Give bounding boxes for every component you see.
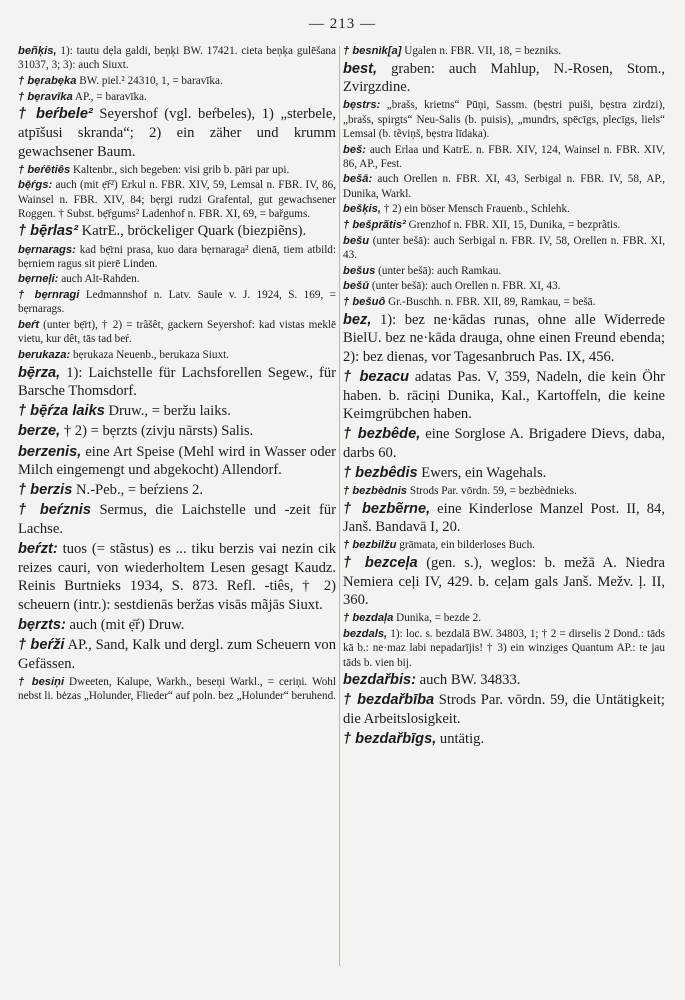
- entry-text: 1): bez ne·kādas runas, ohne alle Widerrede BielU. bez ne·kāda drauga, ohne einen Freund ebenda; 2): bez dienas, vor Tagesanbruch Pas. IX, 456.: [343, 311, 665, 365]
- dictionary-entry: [343, 264, 665, 278]
- entry-headword: † besiņi: [18, 675, 65, 688]
- left-column: [18, 44, 336, 705]
- dictionary-entry: [343, 295, 665, 309]
- entry-headword: † bezbèdnis: [343, 485, 408, 498]
- dictionary-entry: [18, 105, 336, 161]
- entry-text: KatrE., bröckeliger Quark (biezpiẽns).: [78, 223, 307, 240]
- dictionary-entry: [18, 288, 336, 316]
- entry-text: eine Art Speise (Mehl wird in Wasser oder Milch eingemengt und abgekocht) Allendorf.: [18, 443, 336, 479]
- entry-text: † 2) ein böser Mensch Frauenb., Schlehk.: [380, 203, 570, 216]
- entry-text: (unter bešā): auch Serbigal n. FBR. IV, 58, Orellen n. FBR. XI, 43.: [343, 234, 665, 261]
- dictionary-entry: [18, 90, 336, 104]
- dictionary-entry: [18, 501, 336, 538]
- dictionary-entry: [18, 402, 336, 421]
- dictionary-entry: [343, 425, 665, 462]
- dictionary-entry: [343, 311, 665, 367]
- entry-headword: bešus: [343, 264, 376, 277]
- entry-headword: bezdařbis:: [343, 672, 416, 689]
- entry-text: Seyershof (vgl. beŕbeles), 1) „sterbele, atpīšusi skranda“; 2) ein zäher und krumm gewachsener Baum.: [18, 106, 336, 160]
- entry-headword: bešū: [343, 280, 370, 293]
- entry-text: (unter bešā): auch Ramkau.: [375, 264, 502, 277]
- entry-headword: † bezdařbīgs,: [343, 731, 437, 748]
- entry-text: auch Alt-Rahden.: [58, 273, 140, 286]
- entry-text: Ewers, ein Wagehals.: [417, 464, 547, 481]
- entry-text: auch (mit ẹ̄ŕ) Druw.: [65, 616, 185, 633]
- dictionary-entry: [18, 243, 336, 271]
- entry-headword: beŕzt:: [18, 540, 58, 557]
- entry-text: Strods Par. vōrdn. 59, die Untätigkeit; die Arbeitslosigkeit.: [343, 692, 665, 727]
- entry-text: graben: auch Mahlup, N.-Rosen, Stom., Zvirgzdine.: [343, 60, 665, 96]
- dictionary-entry: [18, 348, 336, 362]
- entry-text: tuos (= stãstus) es ... tiku berzis vai nezin cik reizes cauri, von wiederholtem Lesen gesagt Kaudz. Reinis Burtnieks 1934, S. 873. Refl. -tiês, † 2) scheuern (intr.): sestdienās beržas visās mãjās Siuxt.: [18, 540, 336, 613]
- entry-text: untätig.: [436, 731, 485, 748]
- dictionary-entry: [18, 636, 336, 673]
- entry-text: auch BW. 34833.: [415, 672, 521, 689]
- entry-text: Sermus, die Laichstelle und -zeit für Lachse.: [18, 502, 337, 537]
- entry-headword: bez,: [343, 311, 372, 328]
- entry-headword: best,: [343, 60, 378, 77]
- entry-headword: † bẹrnragi: [18, 289, 80, 302]
- entry-headword: † bešuô: [343, 296, 386, 309]
- entry-headword: bẹ̄rza,: [18, 364, 61, 381]
- dictionary-entry: [343, 60, 665, 97]
- dictionary-entry: [343, 279, 665, 293]
- entry-text: Ugalen n. FBR. VII, 18, = bezniks.: [401, 45, 562, 57]
- dictionary-entry: [343, 538, 665, 552]
- entry-text: (unter bẹ̄rt), † 2) = trãšêt, gackern Seyershof: kad vistas meklē vietu, kur dêt, tās tad beŕ.: [18, 319, 336, 346]
- entry-headword: † bẹrabẹka: [18, 74, 77, 87]
- entry-text: (unter bešā): auch Orellen n. FBR. XI, 43.: [369, 280, 561, 293]
- entry-text: Dunika, = bezde 2.: [393, 612, 482, 625]
- dictionary-entry: [343, 368, 665, 424]
- dictionary-entry: [343, 691, 665, 728]
- dictionary-entry: [18, 222, 336, 241]
- entry-headword: † bẹ̄ŕza laiks: [18, 403, 105, 420]
- entry-headword: bešu: [343, 234, 370, 247]
- entry-headword: bẹstrs:: [343, 99, 381, 112]
- entry-text: (gen. s.), weglos: b. mežā A. Niedra Nemiera ceļi IV, 429. b. ceļam gals Janš. Mežv. ļ. II, 360.: [343, 555, 666, 609]
- dictionary-entry: [343, 500, 665, 537]
- entry-text: Ledmannshof n. Latv. Saule v. J. 1924, S. 169, = bẹrnarags.: [18, 289, 336, 316]
- entry-headword: † bezdaļa: [343, 612, 394, 625]
- entry-text: 1): Laichstelle für Lachsforellen Segew., für Barsche Thomsdorf.: [18, 364, 336, 400]
- entry-text: Grenzhof n. FBR. XII, 15, Dunika, = bezprãtis.: [405, 219, 621, 232]
- dictionary-entry: [343, 202, 665, 216]
- entry-headword: beŕt: [18, 319, 40, 332]
- dictionary-entry: [343, 464, 665, 483]
- entry-text: „brašs, krietns“ Pūņi, Sassm. (bẹstri puiši, bẹstra zirdzi), „brašs, spirgts“ Neu-Salis (b. puisis), „mundrs, spēcīgs, plecīgs, liels“ Lemsal (b. tẽviņš, bẹstra līdaka).: [343, 99, 665, 140]
- entry-headword: † bẹ̄rlas²: [18, 223, 79, 240]
- entry-headword: † bezceļa: [343, 555, 418, 572]
- dictionary-entry: [18, 74, 336, 88]
- dictionary-entry: [343, 44, 665, 58]
- entry-headword: bẹrzts:: [18, 616, 66, 633]
- dictionary-entry: [18, 163, 336, 177]
- page-number: — 213 —: [309, 16, 376, 32]
- entry-headword: † bezbẽrne,: [343, 500, 431, 517]
- entry-text: auch (mit ẹ̄ŕ²) Erkul n. FBR. XIV, 59, Lemsal n. FBR. IV, 86, Wainsel n. FBR. XIV, 84; bẹrgi rudzi Grafental, gut gewachsener Roggen. † Subst. bẹ̄ŕgums² Ladenhof n. FBR. XI, 69, = bařgums.: [18, 179, 336, 220]
- entry-text: eine Sorglose A. Brigadere Dievs, daba, darbs 60.: [343, 426, 665, 461]
- entry-text: † 2) = bẹrzts (zivju nārsts) Salis.: [60, 423, 254, 440]
- dictionary-entry: [18, 272, 336, 286]
- entry-text: bẹrukaza Neuenb., berukaza Siuxt.: [70, 348, 229, 361]
- entry-text: grāmata, ein bilderloses Buch.: [396, 539, 536, 552]
- dictionary-entry: [18, 481, 336, 500]
- entry-headword: bẹrneļi:: [18, 273, 59, 286]
- dictionary-entry: [343, 554, 665, 610]
- entry-headword: bešķis,: [343, 203, 381, 216]
- entry-headword: † berzis: [18, 482, 73, 499]
- entry-text: adatas Pas. V, 359, Nadeln, die kein Öhr haben. b. rāciņi Dunika, Kal., Kartoffeln, die keine Keimgrübchen haben.: [343, 369, 665, 423]
- entry-text: Dweeten, Kalupe, Warkh., beseņi Warkl., = ceriņi. Wohl nebst li. bėzas „Holunder, Flieder“ auf poln. bez „Holunder“ beruhend.: [18, 675, 336, 702]
- entry-text: auch Orellen n. FBR. XI, 43, Serbigal n. FBR. IV, 58, AP., Dunika, Warkl.: [343, 173, 665, 200]
- entry-headword: † beŕznis: [18, 502, 91, 519]
- entry-headword: beñķis,: [18, 45, 57, 57]
- dictionary-entry: [18, 675, 336, 703]
- entry-text: AP., = baravīka.: [72, 90, 147, 103]
- dictionary-entry: [343, 627, 665, 670]
- entry-headword: † beŕbele²: [18, 106, 93, 123]
- entry-text: kad bẹ̄rni prasa, kuo dara bẹrnaraga² dienā, tiem atbild: bẹrniem ragus sit pierē Linden.: [18, 243, 336, 270]
- entry-headword: bẹ̄ŕgs:: [18, 179, 53, 192]
- dictionary-entry: [18, 364, 336, 401]
- dictionary-entry: [343, 172, 665, 200]
- dictionary-entry: [18, 540, 336, 614]
- dictionary-entry: [343, 234, 665, 262]
- dictionary-entry: [18, 44, 336, 72]
- entry-text: Strods Par. vōrdn. 59, = bezbèdnieks.: [407, 485, 577, 498]
- dictionary-entry: [343, 218, 665, 232]
- entry-text: AP., Sand, Kalk und dergl. zum Scheuern von Gefässen.: [18, 636, 337, 672]
- dictionary-entry: [18, 178, 336, 221]
- entry-text: BW. piel.² 24310, 1, = baravīka.: [76, 74, 223, 87]
- entry-text: Kaltenbr., sich begeben: visi grib b. pāri par upi.: [70, 163, 290, 176]
- dictionary-entry: [18, 318, 336, 346]
- entry-headword: † bezbêdis: [343, 464, 418, 481]
- column-divider: [339, 46, 340, 966]
- dictionary-entry: [18, 616, 336, 635]
- dictionary-entry: [343, 730, 665, 749]
- dictionary-entry: [343, 143, 665, 171]
- entry-text: N.-Peb., = beŕziens 2.: [72, 482, 203, 499]
- dictionary-entry: [343, 98, 665, 141]
- entry-headword: † bezacu: [343, 369, 409, 386]
- entry-headword: bẹrnarags:: [18, 243, 76, 256]
- entry-headword: † bezdařbība: [343, 692, 435, 709]
- entry-text: Gr.-Buschh. n. FBR. XII, 89, Ramkau, = bešā.: [385, 296, 596, 309]
- entry-text: 1): loc. s. bezdalā BW. 34803, 1; † 2 = dirselis 2 Dond.: tāds kā b.: ne·maz labi nepadarījis! † 3) ein winziges Quantum AP.: te jau tāds b. vien bij.: [343, 628, 665, 669]
- entry-headword: bešā:: [343, 173, 373, 186]
- entry-headword: berukaza:: [18, 348, 71, 361]
- dictionary-entry: [18, 443, 336, 480]
- entry-headword: † besnìk[a]: [343, 45, 402, 57]
- dictionary-entry: [343, 484, 665, 498]
- entry-headword: † bẹravīka: [18, 90, 73, 103]
- entry-headword: beš:: [343, 143, 367, 156]
- dictionary-entry: [343, 611, 665, 625]
- entry-headword: † bezbêde,: [343, 426, 421, 443]
- entry-text: Druw., = beržu laiks.: [104, 403, 231, 420]
- dictionary-entry: [18, 422, 336, 441]
- entry-headword: berzenis,: [18, 443, 82, 460]
- entry-text: auch Erlaa und KatrE. n. FBR. XIV, 124, Wainsel n. FBR. XIV, 86, AP., Fest.: [343, 143, 665, 170]
- entry-text: 1): tautu dẹla galdi, beņķi BW. 17421. cieta beņķa gulēšana 31037, 3; 3): auch Siuxt.: [18, 45, 336, 72]
- entry-headword: † bezbilžu: [343, 539, 397, 552]
- dictionary-entry: [343, 671, 665, 690]
- entry-headword: bezdals,: [343, 628, 388, 641]
- right-column: [343, 44, 665, 750]
- entry-headword: † bešprãtis²: [343, 219, 406, 232]
- entry-text: eine Kinderlose Manzel Post. II, 84, Janš. Bandavā I, 20.: [343, 500, 665, 536]
- entry-headword: berze,: [18, 423, 61, 440]
- entry-headword: † beŕētiês: [18, 163, 71, 176]
- entry-headword: † beŕži: [18, 636, 65, 653]
